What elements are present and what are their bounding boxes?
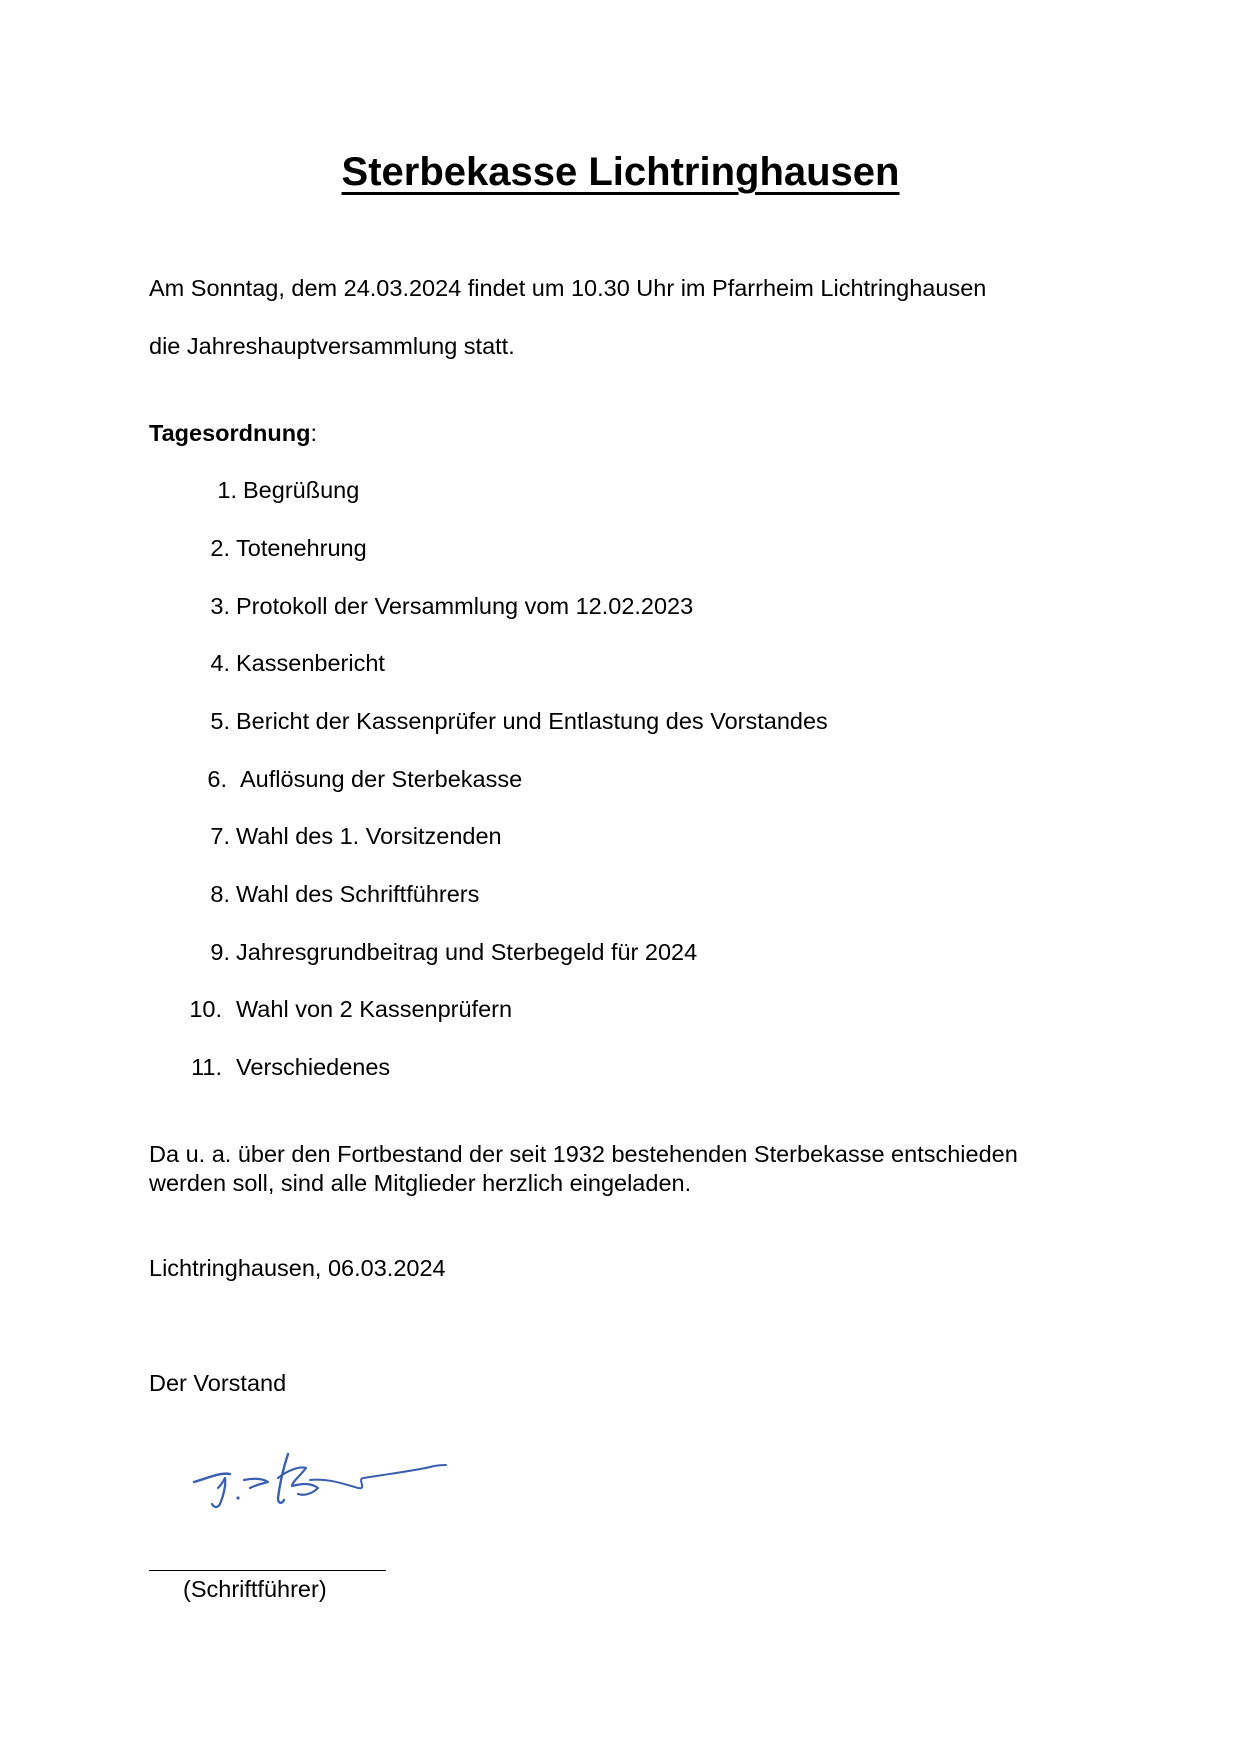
- document-title: Sterbekasse Lichtringhausen: [341, 150, 900, 194]
- signatory: Der Vorstand: [149, 1370, 287, 1396]
- agenda-item-number: 1.: [217, 477, 237, 503]
- agenda-item-text: Wahl von 2 Kassenprüfern: [236, 996, 513, 1022]
- agenda-item-number: 6.: [207, 766, 227, 792]
- agenda-item-text: Verschiedenes: [236, 1054, 391, 1080]
- agenda-item-text: Auflösung der Sterbekasse: [240, 766, 523, 792]
- agenda-item-number: 3.: [210, 593, 230, 619]
- agenda-heading-colon: :: [310, 420, 317, 446]
- place-date: Lichtringhausen, 06.03.2024: [149, 1255, 446, 1281]
- agenda-item-number: 11.: [191, 1054, 222, 1080]
- agenda-item-text: Wahl des 1. Vorsitzenden: [236, 823, 502, 849]
- agenda-item-number: 2.: [210, 535, 230, 561]
- intro-line-2: die Jahreshauptversammlung statt.: [149, 333, 515, 359]
- agenda-item-text: Totenehrung: [236, 535, 367, 561]
- agenda-item-text: Bericht der Kassenprüfer und Entlastung des Vorstandes: [236, 708, 828, 734]
- agenda-item-number: 7.: [210, 823, 230, 849]
- agenda-item-number: 4.: [210, 650, 230, 676]
- closing-line-1: Da u. a. über den Fortbestand der seit 1932 bestehenden Sterbekasse entschieden: [149, 1141, 1018, 1167]
- signature-role: (Schriftführer): [183, 1576, 327, 1602]
- agenda-item-text: Begrüßung: [243, 477, 360, 503]
- agenda-item-text: Protokoll der Versammlung vom 12.02.2023: [236, 593, 694, 619]
- intro-line-1: Am Sonntag, dem 24.03.2024 findet um 10.30 Uhr im Pfarrheim Lichtringhausen: [149, 275, 987, 301]
- closing-line-2: werden soll, sind alle Mitglieder herzlich eingeladen.: [149, 1170, 692, 1196]
- handwritten-signature: [188, 1448, 448, 1518]
- agenda-item-number: 9.: [210, 939, 230, 965]
- agenda-item-text: Wahl des Schriftführers: [236, 881, 480, 907]
- agenda-item-text: Kassenbericht: [236, 650, 385, 676]
- agenda-heading: [149, 418, 317, 448]
- agenda-item-number: 8.: [210, 881, 230, 907]
- agenda-heading-label: Tagesordnung: [149, 420, 311, 446]
- agenda-item-text: Jahresgrundbeitrag und Sterbegeld für 2024: [236, 939, 698, 965]
- agenda-item-number: 10.: [189, 996, 222, 1022]
- signature-line: [149, 1570, 386, 1571]
- agenda-item-number: 5.: [210, 708, 230, 734]
